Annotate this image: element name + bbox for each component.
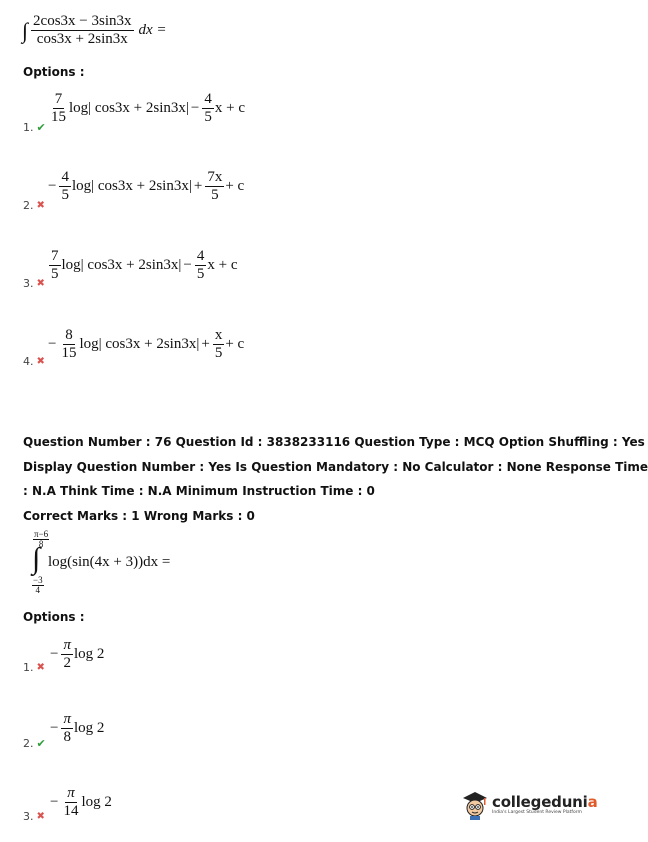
- q76-meta-line-2: Display Question Number : Yes Is Question Mandatory : No Calculator : None Response Time: [23, 460, 648, 474]
- q1-integrand-fraction: $\frac{2\cos 3x - 3\sin 3x}{\cos 3x + 2\sin 3x}$: [33, 13, 132, 47]
- cross-icon: ✖: [36, 662, 45, 673]
- logo-tagline: India's Largest Student Review Platform: [492, 809, 582, 815]
- q76-option-2-number: 2. ✔: [23, 737, 46, 750]
- q76-option-3-number: 3. ✖: [23, 810, 45, 823]
- cross-icon: ✖: [36, 356, 45, 367]
- check-icon: ✔: [36, 737, 46, 750]
- q76-option-1-number: 1. ✖: [23, 661, 45, 674]
- cross-icon: ✖: [36, 811, 45, 822]
- q1-integral: [22, 14, 167, 47]
- collegedunia-logo: [462, 790, 598, 820]
- cross-icon: ✖: [36, 200, 45, 211]
- graduate-mascot-icon: [462, 790, 488, 820]
- q1-options-label: Options :: [23, 65, 85, 79]
- q76-option-1: − $\frac{\pi}{2}$ log 2: [50, 637, 105, 671]
- lower-limit: −3 4: [33, 575, 43, 595]
- q76-options-label: Options :: [23, 610, 85, 624]
- logo-wordmark: collegedunia: [492, 792, 598, 811]
- q76-option-2: − $\frac{\pi}{8}$ log 2: [50, 711, 105, 745]
- cross-icon: ✖: [36, 278, 45, 289]
- integral-sign: ∫: [22, 17, 29, 43]
- q76-option-3: − $\frac{\pi}{14}$ log 2: [50, 785, 112, 819]
- upper-limit: π−6 8: [34, 529, 49, 549]
- q1-option-1: $\frac{7}{15}$ log| cos3x + 2sin3x| − $\frac{4}{5}$ x + c: [51, 91, 245, 125]
- q1-option-1-number: 1. ✔: [23, 121, 46, 134]
- q1-option-3-number: 3. ✖: [23, 277, 45, 290]
- q1-option-2: − $\frac{4}{5}$ log| cos3x + 2sin3x| + $\frac{7x}{5}$ + c: [48, 169, 245, 203]
- q76-integrand: log(sin(4x + 3))dx =: [48, 554, 171, 570]
- integral-sign: ∫: [32, 542, 41, 575]
- q76-marks: Correct Marks : 1 Wrong Marks : 0: [23, 509, 255, 523]
- check-icon: ✔: [36, 121, 46, 134]
- q76-meta-line-1: Question Number : 76 Question Id : 3838233116 Question Type : MCQ Option Shuffling : Yes: [23, 435, 645, 449]
- q1-option-4-number: 4. ✖: [23, 355, 45, 368]
- q1-option-4: − $\frac{8}{15}$ log| cos3x + 2sin3x| + $\frac{x}{5}$ + c: [48, 327, 245, 361]
- q1-option-2-number: 2. ✖: [23, 199, 45, 212]
- q1-option-3: $\frac{7}{5}$ log| cos3x + 2sin3x| − $\frac{4}{5}$ x + c: [51, 248, 238, 282]
- q76-meta-line-3: : N.A Think Time : N.A Minimum Instruction Time : 0: [23, 484, 375, 498]
- q1-tail: dx =: [138, 22, 167, 38]
